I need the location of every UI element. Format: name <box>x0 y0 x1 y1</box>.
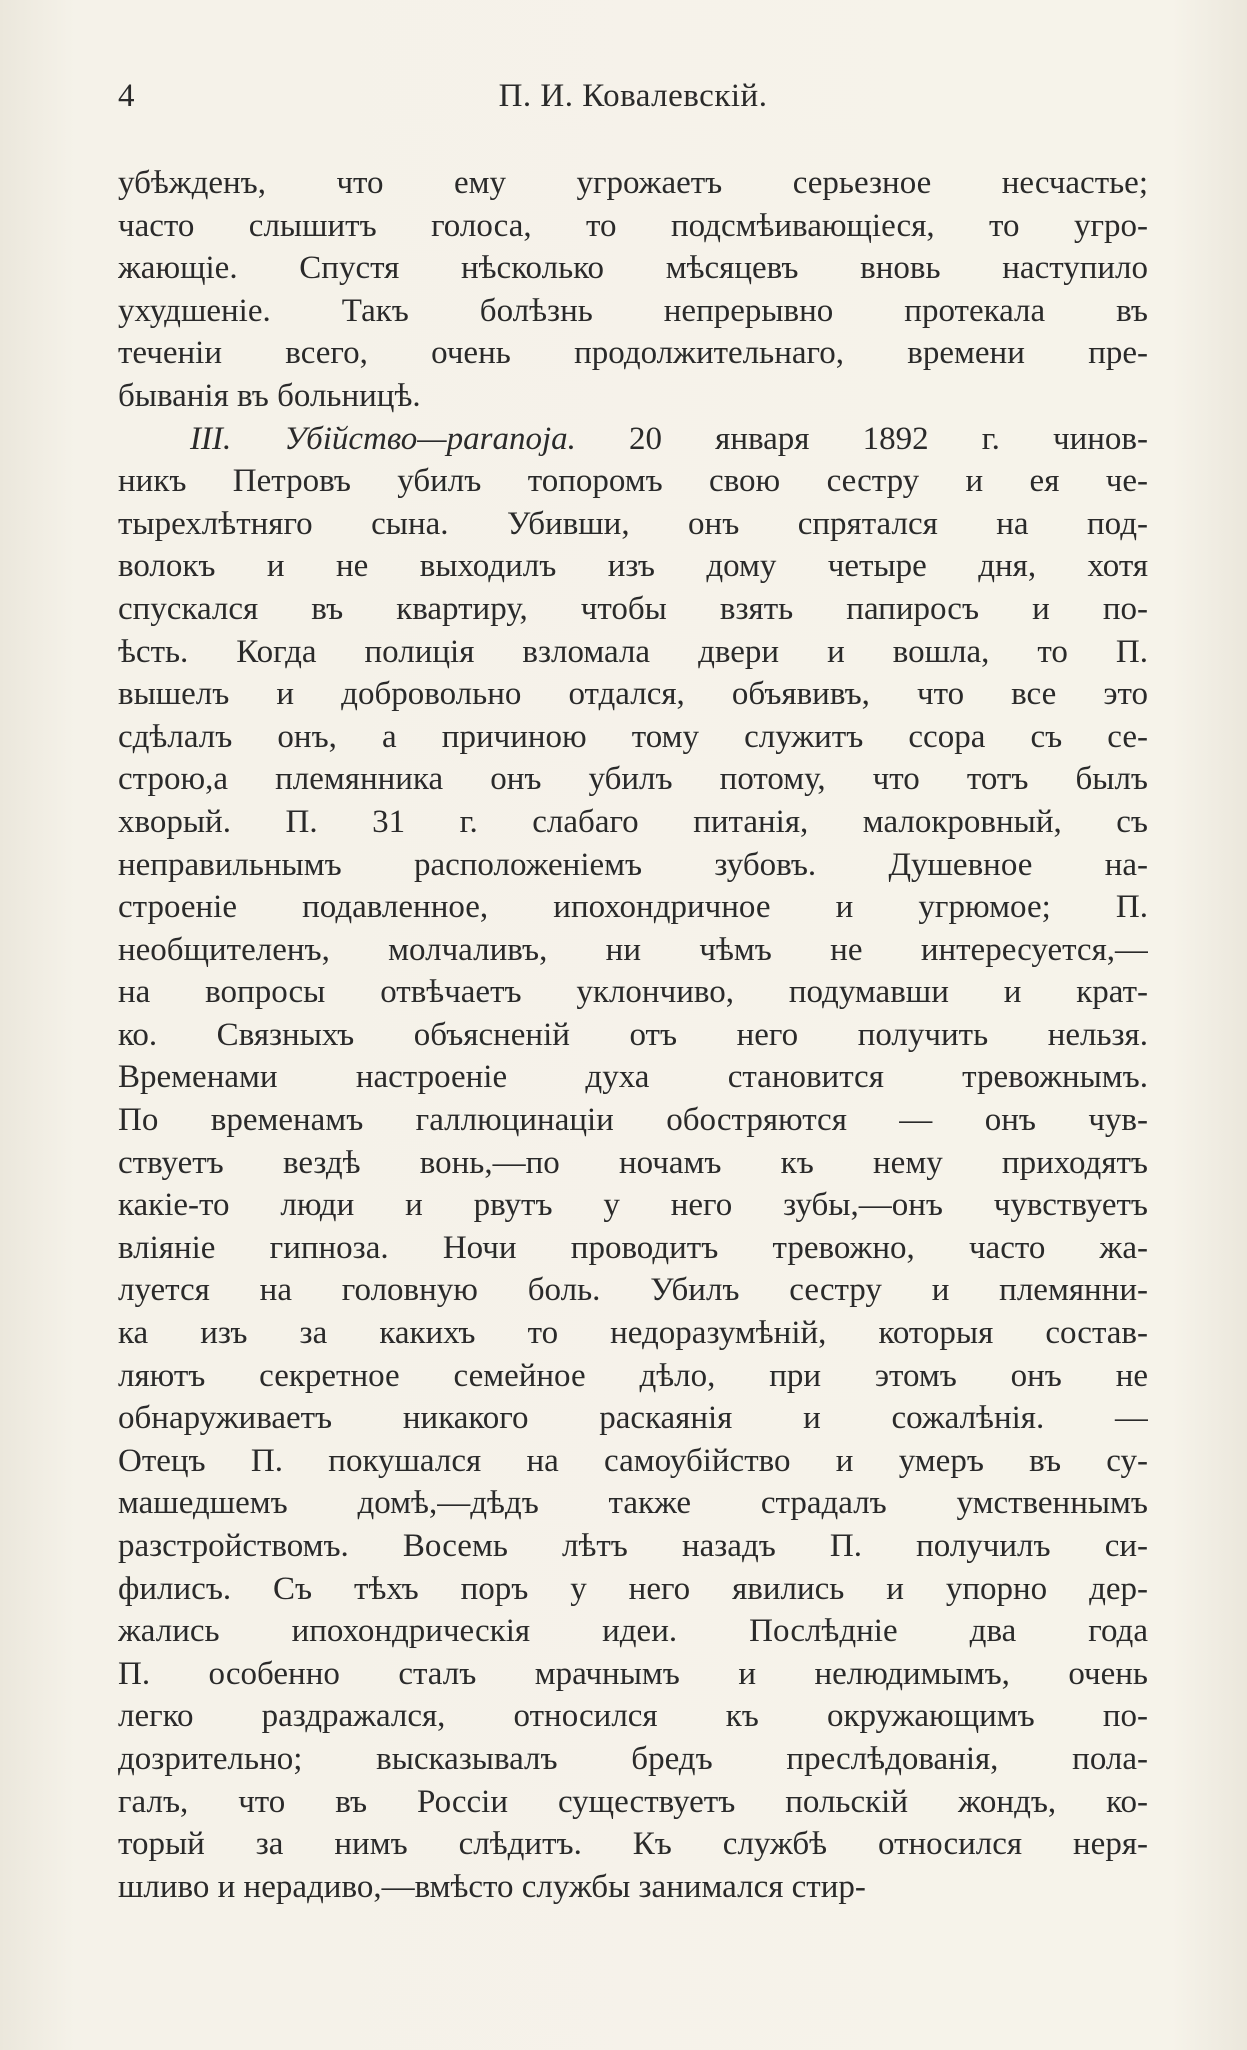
text-line: никъ Петровъ убилъ топоромъ свою сестру и ея че- <box>118 463 1148 500</box>
text-line: По временамъ галлюцинаціи обостряются — онъ чув- <box>118 1102 1148 1139</box>
text-line: обнаруживаетъ никакого раскаянія и сожалѣнія. — <box>118 1400 1148 1437</box>
text-line: на вопросы отвѣчаетъ уклончиво, подумавши и крат- <box>118 974 1148 1011</box>
text-line: неправильнымъ расположеніемъ зубовъ. Душевное на- <box>118 846 1148 883</box>
text-line: какіе-то люди и рвутъ у него зубы,—онъ чувствуетъ <box>118 1187 1148 1224</box>
text-line: вліяніе гипноза. Ночи проводитъ тревожно, часто жа- <box>118 1229 1148 1266</box>
text-line: волокъ и не выходилъ изъ дому четыре дня, хотя <box>118 548 1148 585</box>
text-line: убѣжденъ, что ему угрожаетъ серьезное несчастье; <box>118 165 1148 201</box>
text-line: ко. Связныхъ объясненій отъ него получить нельзя. <box>118 1016 1148 1053</box>
body-text <box>118 162 1148 1908</box>
text-line: часто слышитъ голоса, то подсмѣивающіеся, то угро- <box>118 207 1148 244</box>
text-line: вышелъ и добровольно отдался, объявивъ, что все это <box>118 676 1148 713</box>
text-line: машедшемъ домѣ,—дѣдъ также страдалъ умственнымъ <box>118 1485 1148 1522</box>
text-line: легко раздражался, относился къ окружающимъ по- <box>118 1698 1148 1735</box>
text-line: П. особенно сталъ мрачнымъ и нелюдимымъ, очень <box>118 1655 1148 1692</box>
running-head: П. И. Ковалевскій. <box>498 78 768 114</box>
text-line: дозрительно; высказывалъ бредъ преслѣдованія, пола- <box>118 1740 1148 1777</box>
case-heading: III. Убійство—paranoja. <box>190 420 576 457</box>
text-line: сдѣлалъ онъ, а причиною тому служитъ ссора съ се- <box>118 718 1148 755</box>
text-line: филисъ. Съ тѣхъ поръ у него явились и упорно дер- <box>118 1570 1148 1607</box>
text-line: теченіи всего, очень продолжительнаго, времени пре- <box>118 335 1148 372</box>
text-line: строю,а племянника онъ убилъ потому, что тотъ былъ <box>118 761 1148 798</box>
text-line: ухудшеніе. Такъ болѣзнь непрерывно протекала въ <box>118 292 1148 329</box>
text-line: тырехлѣтняго сына. Убивши, онъ спрятался на под- <box>118 505 1148 542</box>
text-line: Отецъ П. покушался на самоубійство и умеръ въ су- <box>118 1442 1148 1479</box>
text-line: жающіе. Спустя нѣсколько мѣсяцевъ вновь наступило <box>118 250 1148 287</box>
text-line: хворый. П. 31 г. слабаго питанія, малокровный, съ <box>118 803 1148 840</box>
text-line: спускался въ квартиру, чтобы взять папиросъ и по- <box>118 590 1148 627</box>
text-line: строеніе подавленное, ипохондричное и угрюмое; П. <box>118 889 1148 926</box>
first-line-rest: 20 января 1892 г. чинов- <box>575 420 1148 457</box>
text-line: луется на головную боль. Убилъ сестру и племянни- <box>118 1272 1148 1309</box>
text-line: разстройствомъ. Восемь лѣтъ назадъ П. получилъ си- <box>118 1528 1148 1564</box>
text-line: шливо и нерадиво,—вмѣсто службы занимался стир- <box>118 1868 866 1905</box>
text-line: галъ, что въ Россіи существуетъ польскій жондъ, ко- <box>118 1783 1148 1820</box>
paragraph-1 <box>118 162 1148 418</box>
text-line: ляютъ секретное семейное дѣло, при этомъ онъ не <box>118 1357 1148 1394</box>
paragraph-2 <box>118 418 1148 1909</box>
text-line: жались ипохондрическія идеи. Послѣдніе два года <box>118 1613 1148 1650</box>
text-line: Временами настроеніе духа становится тревожнымъ. <box>118 1059 1148 1096</box>
text-line-first <box>118 418 1148 461</box>
text-line: быванія въ больницѣ. <box>118 377 421 414</box>
text-line: ѣсть. Когда полиція взломала двери и вошла, то П. <box>118 633 1148 670</box>
page-header <box>118 78 1148 128</box>
page-number: 4 <box>118 78 135 114</box>
text-line: ствуетъ вездѣ вонь,—по ночамъ къ нему приходятъ <box>118 1144 1148 1181</box>
text-line: ка изъ за какихъ то недоразумѣній, которыя состав- <box>118 1315 1148 1352</box>
text-line: необщителенъ, молчаливъ, ни чѣмъ не интересуется,— <box>118 931 1148 968</box>
text-line: торый за нимъ слѣдитъ. Къ службѣ относился неря- <box>118 1826 1148 1863</box>
